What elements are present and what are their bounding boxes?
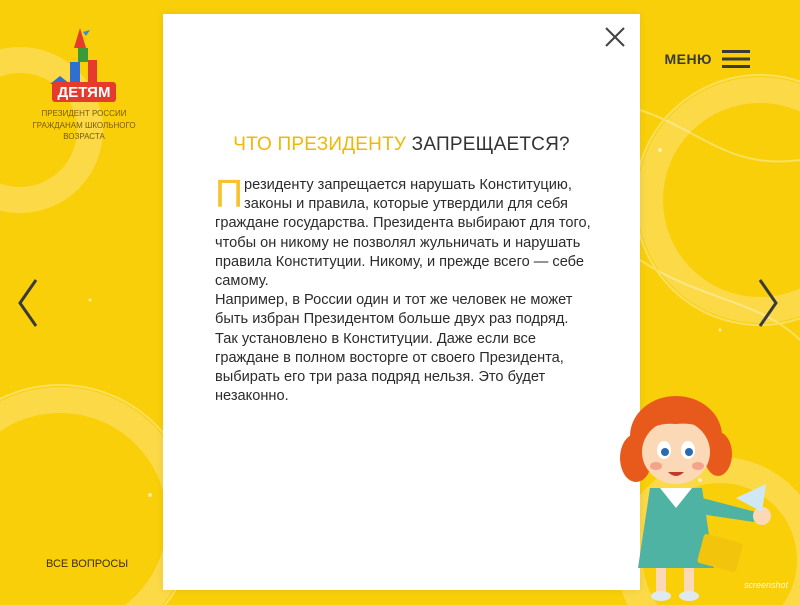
site-logo[interactable] — [28, 26, 140, 143]
girl-character-illustration — [616, 388, 789, 602]
answer-text — [215, 173, 595, 406]
answer-paragraph: резиденту запрещается нарушать Конституцию, законы и правила, которые утвердили для себя граждане государства. Президента выбирают для того, чтобы он никому не позволял жульничать и нарушать правила Конституции. Никому, и прежде всего — себе самому. — [215, 177, 591, 290]
logo-subtitle-line: ГРАЖДАНАМ ШКОЛЬНОГО — [32, 120, 136, 130]
question-title — [163, 134, 640, 156]
question-title-rest: ЗАПРЕЩАЕТСЯ? — [406, 134, 570, 155]
hamburger-icon — [722, 50, 750, 68]
logo-subtitle-line: ВОЗРАСТА — [63, 132, 105, 141]
watermark: screenshot — [744, 580, 789, 590]
all-questions-link[interactable]: ВСЕ ВОПРОСЫ — [46, 558, 129, 570]
answer-paragraph: Например, в России один и тот же человек не может быть избран Президентом больше двух раз подряд. Так установлено в Конституции. Даже если все граждане в полном восторге от своего Президента, выбирать его три раза подряд нельзя. Это будет незаконно. — [215, 292, 573, 405]
menu-label: МЕНЮ — [664, 51, 712, 67]
logo-subtitle — [28, 108, 140, 143]
question-card — [163, 14, 640, 590]
question-title-accent: ЧТО ПРЕЗИДЕНТУ — [233, 134, 407, 155]
drop-cap: П — [215, 173, 244, 216]
logo-subtitle-line: ПРЕЗИДЕНТ РОССИИ — [41, 109, 127, 118]
logo-wordmark: ДЕТЯМ — [57, 84, 111, 101]
logo-icon — [44, 26, 124, 104]
menu-button[interactable] — [664, 50, 750, 68]
chevron-right-icon[interactable] — [756, 278, 780, 328]
close-icon[interactable] — [604, 26, 626, 48]
chevron-left-icon[interactable] — [16, 278, 40, 328]
